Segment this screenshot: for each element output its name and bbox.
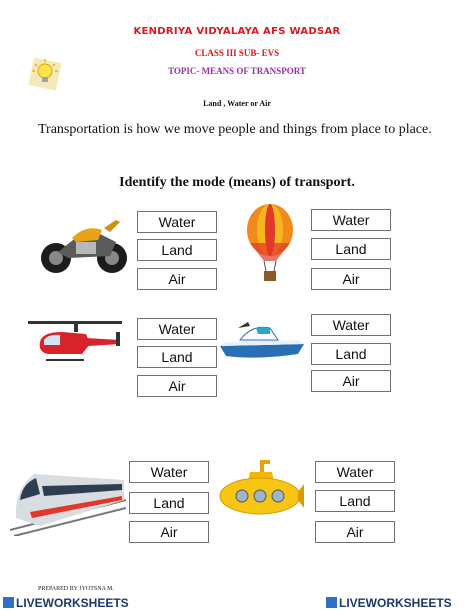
train-option-air[interactable]: Air [129,521,209,543]
helicopter-option-air[interactable]: Air [137,375,217,397]
jet-ski-option-water[interactable]: Water [311,314,391,336]
liveworksheets-icon [3,597,14,608]
jet-ski-option-land[interactable]: Land [311,343,391,365]
jet-ski-option-air[interactable]: Air [311,370,391,392]
motorcycle-image [38,212,130,276]
submarine-image [214,458,306,524]
helicopter-image [20,318,128,366]
helicopter-option-land[interactable]: Land [137,346,217,368]
motorcycle-option-air[interactable]: Air [137,268,217,290]
train-option-water[interactable]: Water [129,461,209,483]
topic-title: TOPIC- MEANS OF TRANSPORT [168,66,306,76]
helicopter-option-water[interactable]: Water [137,318,217,340]
hot-air-balloon-image [244,203,296,283]
class-subject: CLASS III SUB- EVS [194,48,280,58]
motorcycle-option-water[interactable]: Water [137,211,217,233]
liveworksheets-icon [326,597,337,608]
liveworksheets-logo-left: LIVEWORKSHEETS [3,596,129,610]
school-name: KENDRIYA VIDYALAYA AFS WADSAR [133,26,341,37]
prepared-by: PREPARED BY JYOTSNA M. [38,586,114,592]
balloon-option-land[interactable]: Land [311,238,391,260]
balloon-option-water[interactable]: Water [311,209,391,231]
intro-text: Transportation is how we move people and things from place to place. [38,122,432,137]
jet-ski-image [218,314,308,362]
liveworksheets-logo-right: LIVEWORKSHEETS [326,596,452,610]
balloon-option-air[interactable]: Air [311,268,391,290]
train-image [10,460,126,536]
submarine-option-land[interactable]: Land [315,490,395,512]
submarine-option-air[interactable]: Air [315,521,395,543]
subtitle: Land , Water or Air [203,99,271,108]
motorcycle-option-land[interactable]: Land [137,239,217,261]
train-option-land[interactable]: Land [129,492,209,514]
instruction: Identify the mode (means) of transport. [119,175,355,190]
submarine-option-water[interactable]: Water [315,461,395,483]
